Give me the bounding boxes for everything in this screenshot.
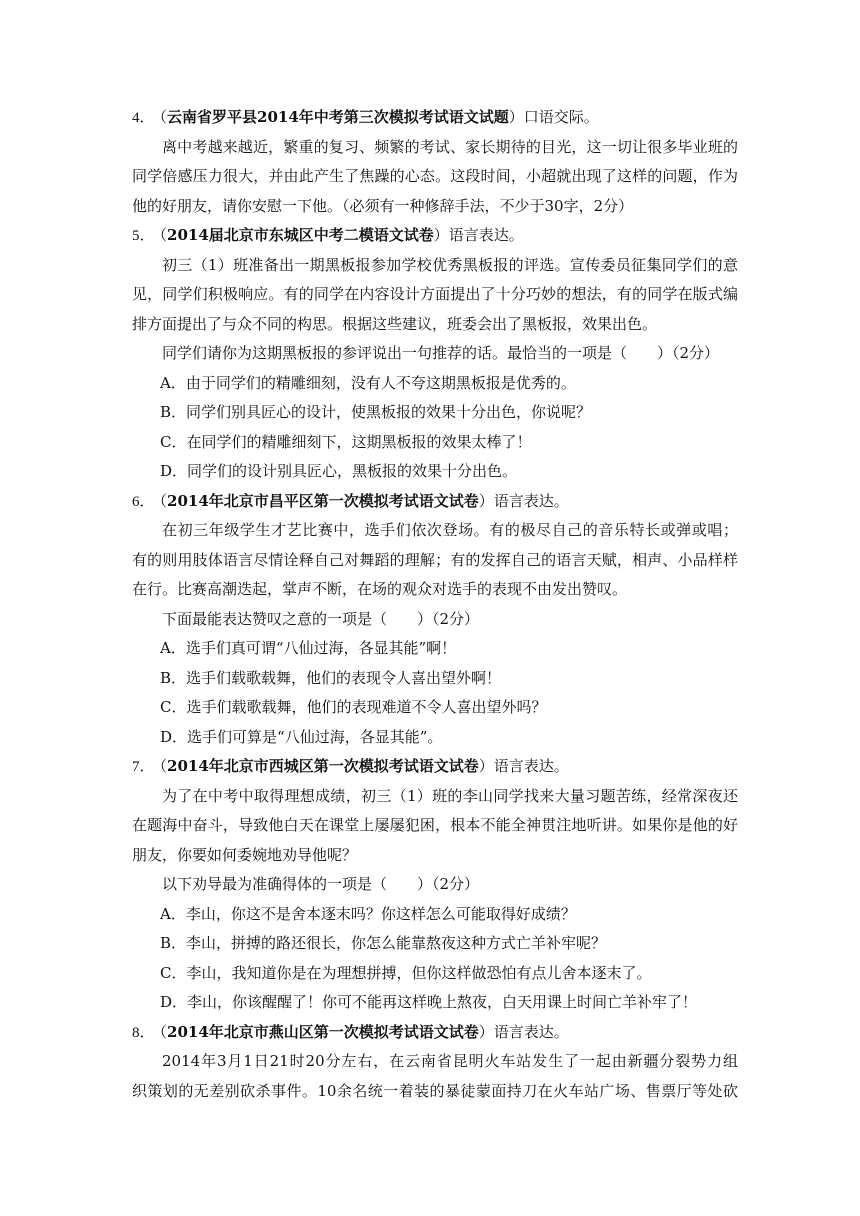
passage-line: 见，同学们积极响应。有的同学在内容设计方面提出了十分巧妙的想法，有的同学在版式编 [132,285,738,303]
passage-line: 有的则用肢体语言尽情诠释自己对舞蹈的理解；有的发挥自己的语言天赋，相声、小品样样 [132,550,738,569]
passage-line: 2014年3月1日21时20分左右，在云南省昆明火车站发生了一起由新疆分裂势力组 [162,1052,738,1070]
question-number: 6． [132,493,155,510]
passage-line: 织策划的无差别砍杀事件。10余名统一着装的暴徒蒙面持刀在火车站广场、售票厅等处砍 [132,1081,738,1100]
question-source: 2014年北京市昌平区第一次模拟考试语文试卷 [167,491,479,510]
question-8-header: 8．（2014年北京市燕山区第一次模拟考试语文试卷）语言表达。 [132,1018,738,1048]
passage-line: 排方面提出了与众不同的构思。根据这些建议，班委会出了黑板报，效果出色。 [132,314,658,333]
option-d: D．李山，你该醒醒了！你可不能再这样晚上熬夜，白天用课上时间亡羊补牢了！ [160,993,698,1011]
question-source: 2014届北京市东城区中考二模语文试卷 [167,226,434,244]
question-prompt: 以下劝导最为准确得体的一项是（ ）（2分） [162,875,480,893]
passage-line: 为了在中考中取得理想成绩，初三（1）班的李山同学找来大量习题苦练，经常深夜还 [162,786,738,805]
question-4-header: 4．（云南省罗平县2014年中考第三次模拟考试语文试题）口语交际。 [132,103,738,133]
question-type: 语言表达。 [448,226,524,244]
option-c: C．李山，我知道你是在为理想拼搏，但你这样做恐怕有点儿舍本逐末了。 [160,963,652,982]
option-b: B．李山，拼搏的路还很长，你怎么能靠熬夜这种方式亡羊补牢呢？ [160,934,607,952]
option-d: D．同学们的设计别具匠心，黑板报的效果十分出色。 [160,462,518,480]
question-6-header: 6．（2014年北京市昌平区第一次模拟考试语文试卷）语言表达。 [132,487,738,517]
question-number: 8． [132,1024,155,1041]
option-b: B．选手们载歌载舞，他们的表现令人喜出望外啊！ [160,668,502,687]
passage-line: 初三（1）班准备出一期黑板报参加学校优秀黑板报的评选。宣传委员征集同学们的意 [162,255,738,274]
option-a: A．李山，你这不是舍本逐末吗？你这样怎么可能取得好成绩？ [160,904,576,923]
passage-line: 在题海中奋斗，导致他白天在课堂上屡屡犯困，根本不能全神贯注地听讲。如果你是他的好 [132,816,738,834]
passage-line: 在行。比赛高潮迭起，掌声不断，在场的观众对选手的表现不由发出赞叹。 [132,580,628,598]
question-prompt: 下面最能表达赞叹之意的一项是（ ）（2分） [162,609,480,628]
passage-line: 他的好朋友，请你安慰一下他。（必须有一种修辞手法，不少于30字，2分） [132,196,634,215]
question-type: 口语交际。 [523,108,599,126]
question-number: 7． [132,759,155,775]
option-a: A．由于同学们的精雕细刻，没有人不夸这期黑板报是优秀的。 [160,373,576,392]
question-prompt: 同学们请你为这期黑板报的参评说出一句推荐的话。最恰当的一项是（ ）（2分） [162,344,720,362]
question-number: 4． [132,110,155,126]
passage-line: 离中考越来越近，繁重的复习、频繁的考试、家长期待的目光，这一切让很多毕业班的 [162,137,738,156]
question-source: 云南省罗平县2014年中考第三次模拟考试语文试题 [167,108,509,126]
option-c: C．选手们载歌载舞，他们的表现难道不令人喜出望外吗？ [160,698,547,716]
question-5-header: 5．（2014届北京市东城区中考二模语文试卷）语言表达。 [132,221,738,251]
passage-line: 在初三年级学生才艺比赛中，选手们依次登场。有的极尽自己的音乐特长或弹或唱； [162,521,738,539]
question-type: 语言表达。 [493,757,569,775]
passage-line: 朋友，你要如何委婉地劝导他呢？ [132,845,358,864]
question-type: 语言表达。 [493,1022,569,1041]
passage-line: 同学倍感压力很大，并由此产生了焦躁的心态。这段时间，小超就出现了这样的问题，作为 [132,167,738,185]
question-number: 5． [132,228,155,244]
question-source: 2014年北京市西城区第一次模拟考试语文试卷 [167,757,479,775]
question-source: 2014年北京市燕山区第一次模拟考试语文试卷 [167,1022,479,1041]
option-b: B．同学们别具匠心的设计，使黑板报的效果十分出色，你说呢？ [160,403,592,421]
option-c: C．在同学们的精雕细刻下，这期黑板报的效果太棒了！ [160,432,532,451]
document-page [132,103,738,1106]
question-type: 语言表达。 [493,491,569,510]
option-a: A．选手们真可谓“八仙过海，各显其能”啊！ [160,639,457,657]
question-7-header: 7．（2014年北京市西城区第一次模拟考试语文试卷）语言表达。 [132,752,738,782]
option-d: D．选手们可算是“八仙过海，各显其能”。 [160,727,443,746]
